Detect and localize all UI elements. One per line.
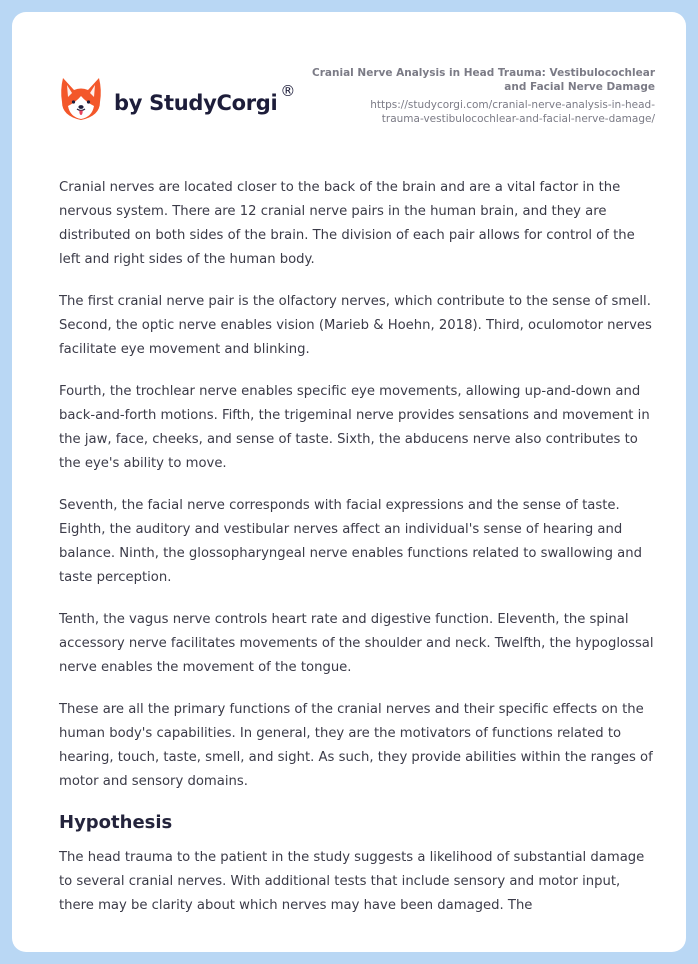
document-header [12,12,686,152]
document-body [59,176,659,936]
corgi-logo-icon [60,76,102,122]
body-paragraph-1: Cranial nerves are located closer to the back of the brain and are a vital factor in the nervous system. There are 12 cranial nerve pairs in the human brain, and they are distributed on both sides of the brain. The division of each pair allows for control of the left and right sides of the human body. [59,180,635,267]
document-url-line-2: trauma-vestibulocochlear-and-facial-nerve-damage/ [381,113,655,125]
section-heading-hypothesis: Hypothesis [59,812,173,833]
body-paragraph-5: Tenth, the vagus nerve controls heart rate and digestive function. Eleventh, the spinal accessory nerve facilitates movements of the shoulder and neck. Twelfth, the hypoglossal nerve enables the movement of the tongue. [59,612,654,675]
studycorgi-logo[interactable] [60,76,295,122]
document-title-line-1: Cranial Nerve Analysis in Head Trauma: Vestibulocochlear [312,67,655,79]
registered-mark: ® [280,82,296,100]
body-paragraph-2: The first cranial nerve pair is the olfactory nerves, which contribute to the sense of smell. Second, the optic nerve enables vision (Marieb & Hoehn, 2018). Third, oculomotor nerves facilitate eye movement and blinking. [59,294,652,357]
hypothesis-paragraph: The head trauma to the patient in the study suggests a likelihood of substantial damage to several cranial nerves. With additional tests that include sensory and motor input, there may be clarity about which nerves may have been damaged. The [59,850,645,913]
document-title-line-2: and Facial Nerve Damage [504,81,655,93]
document-title [275,66,655,94]
body-paragraph-6: These are all the primary functions of the cranial nerves and their specific effects on the human body's capabilities. In general, they are the motivators of functions related to hearing, touch, taste, smell, and sight. As such, they provide abilities within the ranges of motor and sensory domains. [59,702,653,789]
document-page [12,12,686,952]
body-paragraph-3: Fourth, the trochlear nerve enables specific eye movements, allowing up-and-down and back-and-forth motions. Fifth, the trigeminal nerve provides sensations and movement in the jaw, face, cheeks, and sense of taste. Sixth, the abducens nerve also contributes to the eye's ability to move. [59,384,650,471]
document-url-line-1: https://studycorgi.com/cranial-nerve-analysis-in-head- [370,99,655,111]
logo-wordmark: by StudyCorgi [114,91,278,115]
document-meta [275,66,655,126]
body-paragraph-4: Seventh, the facial nerve corresponds with facial expressions and the sense of taste. Eighth, the auditory and vestibular nerves affect an individual's sense of hearing and balance. Ninth, the glossopharyngeal nerve enables functions related to swallowing and taste perception. [59,498,642,585]
document-url-link[interactable] [275,98,655,126]
